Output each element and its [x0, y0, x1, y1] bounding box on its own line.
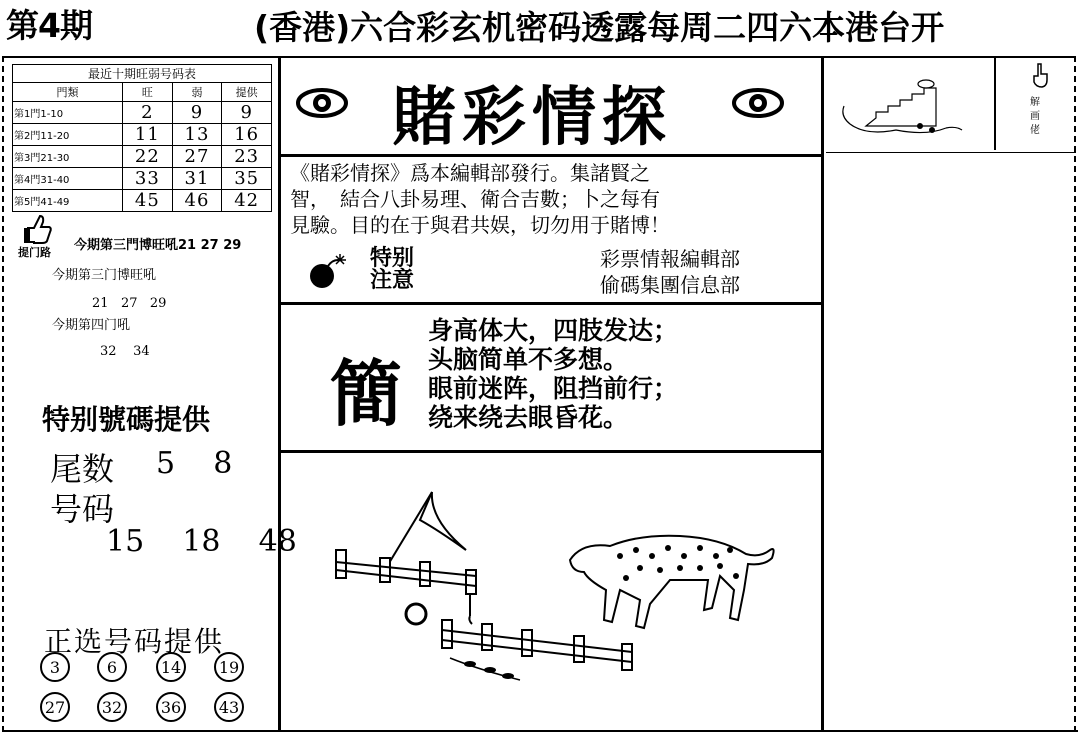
- dept-2: 偷碼集團信息部: [600, 273, 740, 297]
- special-title: 特别號碼提供: [42, 403, 211, 436]
- cell-wang: 11: [123, 124, 173, 146]
- pick-ball: 6: [97, 652, 127, 682]
- cell-tigong: 35: [222, 168, 272, 190]
- cell-ruo: 13: [172, 124, 222, 146]
- masthead-title: 賭彩情探: [392, 80, 672, 155]
- headline: (香港)六合彩玄机密码透露每周二四六本港台开: [254, 8, 945, 47]
- poem-big-char: 簡: [330, 351, 403, 436]
- notice-line-1: 特别: [370, 246, 415, 271]
- cell-tigong: 16: [222, 124, 272, 146]
- poem-line: 绕来绕去眼昏花。: [428, 403, 629, 432]
- row-label: 第2門11-20: [13, 124, 123, 146]
- table-header: 門類: [13, 83, 123, 102]
- cell-tigong: 9: [222, 102, 272, 124]
- intro-line-3: 見驗。目的在于與君共娱，切勿用于賭博！: [290, 213, 670, 237]
- tips-line-2-numbers: 32 34: [100, 344, 150, 359]
- intro-text: [290, 160, 670, 238]
- tips-bold-line: 今期第三門博旺吼21 27 29: [74, 238, 242, 253]
- cell-ruo: 31: [172, 168, 222, 190]
- departments: [600, 246, 740, 298]
- table-row: [13, 190, 272, 212]
- divider-3: [280, 450, 824, 453]
- left-top-border: [2, 56, 278, 58]
- pick-ball: 19: [214, 652, 244, 682]
- table-row: [13, 146, 272, 168]
- side-divider: [994, 58, 996, 150]
- poem-line: 身高体大，四肢发达；: [428, 316, 679, 345]
- main-picks-title: 正选号码提供: [44, 625, 225, 658]
- row-label: 第5門41-49: [13, 190, 123, 212]
- table-header: 提供: [222, 83, 272, 102]
- table-row: [13, 168, 272, 190]
- notice: [370, 248, 414, 292]
- divider-2: [280, 302, 824, 305]
- table-caption: 最近十期旺弱号码表: [13, 65, 272, 83]
- eye-icon-left: [296, 88, 348, 122]
- cell-wang: 2: [123, 102, 173, 124]
- tips-line-1-numbers: 21 27 29: [92, 296, 167, 311]
- hot-cold-table: [12, 64, 272, 212]
- tips-line-2: 今期第四门吼: [52, 318, 131, 333]
- pick-ball: 14: [156, 652, 186, 682]
- tail-label: 尾数: [50, 450, 115, 488]
- pick-ball: 43: [214, 692, 244, 722]
- table-row: [13, 102, 272, 124]
- cell-tigong: 23: [222, 146, 272, 168]
- table-header: 弱: [172, 83, 222, 102]
- cell-wang: 45: [123, 190, 173, 212]
- poem-line: 头脑简单不多想。: [428, 345, 629, 374]
- cell-wang: 33: [123, 168, 173, 190]
- cell-tigong: 42: [222, 190, 272, 212]
- dept-1: 彩票情報編輯部: [600, 247, 740, 271]
- intro-line-2: 智， 結合八卦易理、衛合吉數；卜之每有: [290, 187, 660, 211]
- issue-number: 第4期: [6, 6, 92, 45]
- row-label: 第3門21-30: [13, 146, 123, 168]
- cell-ruo: 9: [172, 102, 222, 124]
- tips-icon-label: 提门路: [18, 246, 51, 259]
- pick-ball: 3: [40, 652, 70, 682]
- pick-ball: 36: [156, 692, 186, 722]
- stairs-illustration: [836, 66, 986, 146]
- row-label: 第1門1-10: [13, 102, 123, 124]
- eye-icon-right: [732, 88, 784, 122]
- pick-ball: 32: [97, 692, 127, 722]
- table-row: [13, 124, 272, 146]
- right-border: [1074, 56, 1076, 732]
- poem-line: 眼前迷阵，阻挡前行；: [428, 374, 679, 403]
- side-label: 解画佬: [1030, 97, 1040, 136]
- notice-line-2: 注意: [370, 268, 415, 293]
- left-border: [2, 56, 4, 732]
- tail-values: 5 8: [156, 446, 233, 481]
- tips-line-1: 今期第三门博旺吼: [52, 268, 157, 283]
- intro-line-1: 《賭彩情探》爲本編輯部發行。集諸賢之: [290, 161, 650, 185]
- num-label: 号码: [50, 490, 115, 528]
- pointing-hand-icon: [1030, 62, 1050, 88]
- pick-ball: 27: [40, 692, 70, 722]
- thumbs-up-icon: [20, 212, 54, 246]
- cell-ruo: 27: [172, 146, 222, 168]
- bomb-icon: [306, 250, 346, 290]
- table-header: 旺: [123, 83, 173, 102]
- cell-wang: 22: [123, 146, 173, 168]
- num-values: 15 18 48: [106, 524, 297, 559]
- cell-ruo: 46: [172, 190, 222, 212]
- leopard-illustration: [320, 480, 790, 700]
- poem-lines: [428, 316, 678, 432]
- row-label: 第4門31-40: [13, 168, 123, 190]
